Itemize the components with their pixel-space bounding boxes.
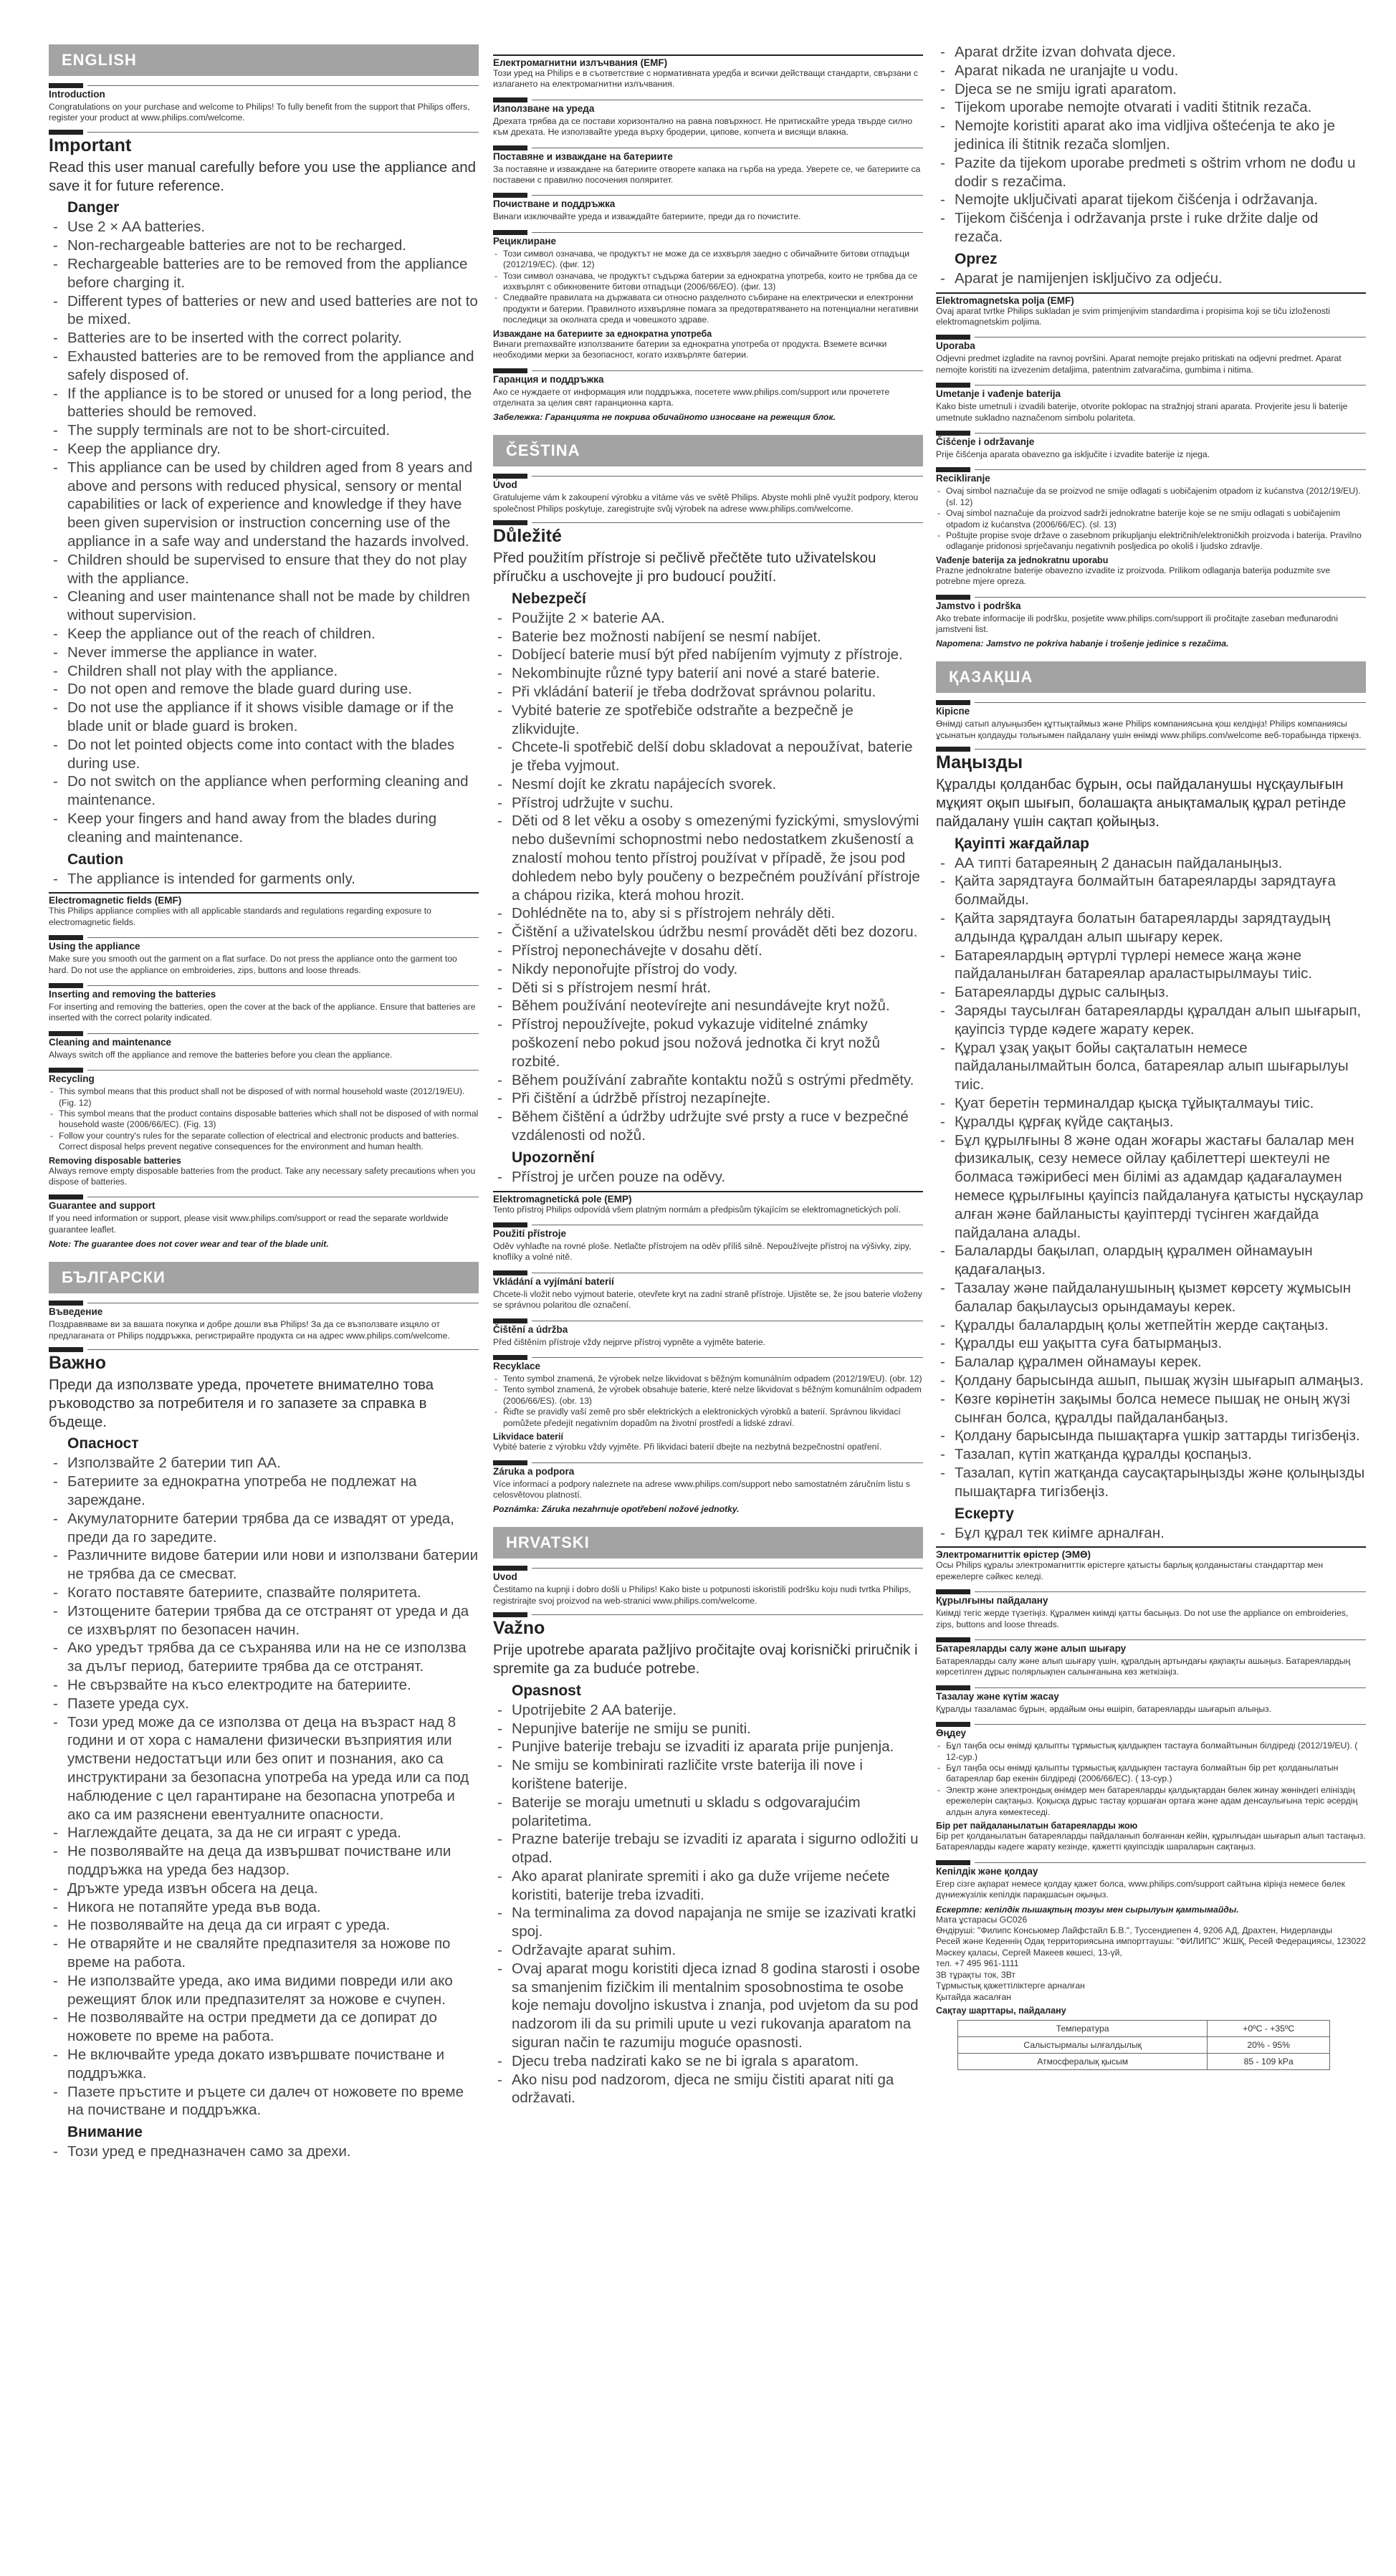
section-guarantee-hr: Jamstvo i podrška xyxy=(936,595,1366,611)
list-item: - Қолдану барысында пышақтарға үшкір заттарды тигізбеңіз. xyxy=(936,1427,1366,1445)
emf-title-kk: Электромагниттік өрістер (ЭМӨ) xyxy=(936,1546,1366,1560)
lang-header-croatian: HRVATSKI xyxy=(493,1527,923,1558)
list-item: - АА типті батареяның 2 данасын пайдаланыңыз. xyxy=(936,854,1366,873)
info-line: Мата ұстарасы GC026 xyxy=(936,1914,1028,1925)
remove-batteries-text-cs: Vybité baterie z výrobku vždy vyjměte. Při likvidaci baterií dbejte na nezbytná bezpečnostní opatření. xyxy=(493,1442,882,1452)
cleaning-text-bg: Винаги изключвайте уреда и изваждайте батериите, преди да го почистите. xyxy=(493,211,801,222)
list-item: - Během používání zabraňte kontaktu nožů s ostrými předměty. xyxy=(493,1071,923,1090)
list-item: - Батареяларды дұрыс салыңыз. xyxy=(936,983,1366,1002)
section-batteries-hr: Umetanje i vađenje baterija xyxy=(936,383,1366,399)
table-cell: Салыстырмалы ылғалдылық xyxy=(958,2036,1208,2053)
list-item: - Děti si s přístrojem nesmí hrát. xyxy=(493,979,923,997)
section-recycling-cs: Recyklace xyxy=(493,1355,923,1371)
section-using-cs: Použití přístroje xyxy=(493,1222,923,1239)
list-item: - Ако уредът трябва да се съхранява или на не се използва за дълъг период, батериите трябва да се отстранят. xyxy=(49,1639,479,1676)
list-item: - Poštujte propise svoje države o zasebnom prikupljanju električnih/elektroničkih proizvoda i baterija. Pravilno odlaganje pridonosi sprječavanju negativnih posljedica po okoliš i ljudsko zdravlje. xyxy=(936,530,1366,552)
list-item: - Děti od 8 let věku a osoby s omezenými fyzickými, smyslovými nebo duševními schopnostmi nebo nedostatkem zkušeností a znalostí mohou tento přístroj používat v případě, že jsou pod dohledem nebo byly poučeny o bezpečném používání přístroje a chápou rizika, která mohou hrozit. xyxy=(493,812,923,904)
section-using-en: Using the appliance xyxy=(49,935,479,952)
list-item: - Tento symbol znamená, že výrobek obsahuje baterie, které nelze likvidovat s běžným komunálním odpadem (2006/66/ES). (obr. 13) xyxy=(493,1384,923,1407)
list-item: - Құралды құрғақ күйде сақтаңыз. xyxy=(936,1113,1366,1131)
list-item: - Не позволявайте на остри предмети да се допират до ножовете по време на работа. xyxy=(49,2008,479,2046)
list-item: - Řiďte se pravidly vaší země pro sběr elektrických a elektronických výrobků a baterií. Správnou likvidací pomůžete předejít negativním dopadům na životní prostředí a lidské zdraví. xyxy=(493,1407,923,1429)
list-item: - Přístroj je určen pouze na oděvy. xyxy=(493,1168,923,1187)
list-item: - Балаларды бақылап, олардың құралмен ойнамауын қадағалаңыз. xyxy=(936,1242,1366,1279)
list-item: - Použijte 2 × baterie AA. xyxy=(493,609,923,628)
list-item: - Батериите за еднократна употреба не подлежат на зареждане. xyxy=(49,1473,479,1510)
note-kk: Ескертпе: кепілдік пышақтың тозуы мен сырылуын қамтымайды. xyxy=(936,1904,1239,1915)
recycling-list-bg xyxy=(493,249,923,326)
column-2 xyxy=(493,50,923,2107)
list-item: - Djeca se ne smiju igrati aparatom. xyxy=(936,80,1366,99)
list-item: - Қайта зарядтауға болмайтын батареяларды зарядтауға болмайды. xyxy=(936,872,1366,909)
list-item: - Dohlédněte na to, aby si s přístrojem nehrály děti. xyxy=(493,904,923,923)
remove-batteries-title-en: Removing disposable batteries xyxy=(49,1155,181,1166)
lang-header-english: ENGLISH xyxy=(49,44,479,76)
list-item: - Nepunjive baterije ne smiju se puniti. xyxy=(493,1720,923,1738)
section-batteries-kk: Батареяларды салу және алып шығару xyxy=(936,1637,1366,1654)
section-batteries-cs: Vkládání a vyjímání baterií xyxy=(493,1270,923,1287)
list-item: - Този уред може да се използва от деца на възраст над 8 години и от хора с намалени физически възприятия или умствени недостатъци или без опит и познания, ако са инструктирани за безопасна употреба на уреда или са под наблюдение с цел гарантиране на безопасна употреба и ако са им разяснени евентуалните опасности. xyxy=(49,1713,479,1824)
list-item: - Vybité baterie ze spotřebiče odstraňte a bezpečně je zlikvidujte. xyxy=(493,702,923,739)
list-item: - Punjive baterije trebaju se izvaditi iz aparata prije punjenja. xyxy=(493,1738,923,1756)
list-item: - Při vkládání baterií je třeba dodržovat správnou polaritu. xyxy=(493,683,923,702)
recycling-list-en xyxy=(49,1086,479,1152)
caution-list-hr xyxy=(936,269,1366,288)
emf-title-cs: Elektromagnetická pole (EMP) xyxy=(493,1191,923,1205)
using-text-kk: Киімді тегіс жерде түзетіңіз. Құралмен киімді қатты басыңыз. Do not use the appliance on embroideries, zips, buttons and loose threads. xyxy=(936,1608,1349,1629)
list-item: - Не свързвайте на късо електродите на батериите. xyxy=(49,1676,479,1695)
list-item: - Тазалау және пайдаланушының қызмет көрсету жұмысын балалар бақылаусыз орындамауы керек. xyxy=(936,1279,1366,1316)
important-text-hr: Prije upotrebe aparata pažljivo pročitajte ovaj korisnički priručnik i spremite ga za buduće potrebe. xyxy=(493,1642,918,1677)
note-cs: Poznámka: Záruka nezahrnuje opotřebení nožové jednotky. xyxy=(493,1504,740,1515)
list-item: - Пазете уреда сух. xyxy=(49,1695,479,1713)
table-cell: Атмосфералық қысым xyxy=(958,2053,1208,2069)
important-text-en: Read this user manual carefully before you use the appliance and save it for future reference. xyxy=(49,158,477,194)
list-item: - Никога не потапяйте уреда във вода. xyxy=(49,1898,479,1917)
list-item: - Keep your fingers and hand away from the blades during cleaning and maintenance. xyxy=(49,810,479,847)
list-item: - Тазалап, күтіп жатқанда құралды қоспаңыз. xyxy=(936,1445,1366,1464)
list-item: - Different types of batteries or new and used batteries are not to be mixed. xyxy=(49,292,479,330)
list-item: - Exhausted batteries are to be removed from the appliance and safely disposed of. xyxy=(49,348,479,385)
table-row xyxy=(958,2036,1330,2053)
caution-list-en xyxy=(49,870,479,889)
list-item: - Наглеждайте децата, за да не си играят с уреда. xyxy=(49,1824,479,1842)
danger-list-hr xyxy=(493,1701,923,2108)
list-item: - Този символ означава, че продуктът не може да се изхвърля заедно с обичайните битови отпадъци (2012/19/ЕС). (фиг. 12) xyxy=(493,249,923,271)
list-item: - Chcete-li spotřebič delší dobu skladovat a nepoužívat, baterie je třeba vyjmout. xyxy=(493,738,923,775)
list-item: - Non-rechargeable batteries are not to be recharged. xyxy=(49,236,479,255)
section-important-en: Important xyxy=(49,130,479,156)
batteries-text-bg: За поставяне и изваждане на батериите отворете капака на гърба на уреда. Уверете се, че батериите са поставени с правилно посочения поляритет. xyxy=(493,163,921,186)
column-1 xyxy=(49,44,479,2161)
table-row xyxy=(958,2020,1330,2036)
section-using-hr: Uporaba xyxy=(936,335,1366,351)
section-intro-hr: Uvod xyxy=(493,1566,923,1582)
danger-title-hr: Opasnost xyxy=(512,1682,581,1699)
danger-list-cs xyxy=(493,609,923,1145)
section-batteries-bg: Поставяне и изваждане на батериите xyxy=(493,145,923,162)
section-important-hr: Važno xyxy=(493,1612,923,1639)
cleaning-text-cs: Před čištěním přístroje vždy nejprve přístroj vypněte a vyjměte baterie. xyxy=(493,1336,766,1347)
list-item: - Přístroj neponechávejte v dosahu dětí. xyxy=(493,942,923,960)
list-item: - This symbol means that the product contains disposable batteries which shall not be disposed of with normal household waste (2006/66/EC). (Fig. 13) xyxy=(49,1109,479,1131)
list-item: - Baterie bez možnosti nabíjení se nesmí nabíjet. xyxy=(493,628,923,646)
list-item: - Batteries are to be inserted with the correct polarity. xyxy=(49,329,479,348)
list-item: - Use 2 × AA batteries. xyxy=(49,218,479,236)
list-item: - Během čištění a údržby udržujte své prsty a ruce v bezpečné vzdálenosti od nožů. xyxy=(493,1108,923,1145)
list-item: - Prazne baterije trebaju se izvaditi iz aparata i sigurno odložiti u otpad. xyxy=(493,1830,923,1867)
recycling-list-kk xyxy=(936,1741,1366,1818)
list-item: - Когато поставяте батериите, спазвайте поляритета. xyxy=(49,1584,479,1602)
caution-list-kk xyxy=(936,1524,1366,1543)
remove-batteries-title-cs: Likvidace baterií xyxy=(493,1432,563,1442)
section-using-kk: Құрылғыны пайдалану xyxy=(936,1589,1366,1606)
list-item: - Този символ означава, че продуктът съдържа батерии за еднократна употреба, които не трябва да се изхвърлят с обикновените битови отпадъци (2006/66/EO). (фиг. 13) xyxy=(493,271,923,293)
list-item: - Құралды балалардың қолы жетпейтін жерде сақтаңыз. xyxy=(936,1316,1366,1335)
list-item: - Přístroj nepoužívejte, pokud vykazuje viditelné známky poškození nebo pokud jsou nožová jednotka či kryt nožů rozbité. xyxy=(493,1015,923,1071)
list-item: - Заряды таусылған батареяларды құралдан алып шығарып, қауіпсіз түрде кәдеге жарату керек. xyxy=(936,1002,1366,1039)
list-item: - Құралды еш уақытта суға батырмаңыз. xyxy=(936,1334,1366,1353)
list-item: - Не използвайте уреда, ако има видими повреди или ако режещият блок или предпазителят за ножове е счупен. xyxy=(49,1972,479,2009)
danger-title-en: Danger xyxy=(67,199,120,216)
table-row xyxy=(958,2053,1330,2069)
list-item: - Baterije se moraju umetnuti u skladu s odgovarajućim polaritetima. xyxy=(493,1794,923,1831)
info-line: тел. +7 495 961-1111 xyxy=(936,1958,1019,1969)
section-intro-kk: Кіріспе xyxy=(936,700,1366,717)
list-item: - Cleaning and user maintenance shall not be made by children without supervision. xyxy=(49,588,479,625)
list-item: - Nemojte koristiti aparat ako ima vidljiva oštećenja te ako je jedinica ili štitnik rezača slomljen. xyxy=(936,117,1366,154)
list-item: - Пазете пръстите и ръцете си далеч от ножовете по време на почистване и поддръжка. xyxy=(49,2083,479,2120)
info-line: 3В тұрақты ток, 3Вт xyxy=(936,1969,1015,1980)
emf-text-hr: Ovaj aparat tvrtke Philips sukladan je svim primjenjivim standardima i propisima koji se tiču izloženosti elektromagnetskim poljima. xyxy=(936,305,1331,327)
list-item: - Не позволявайте на деца да си играят с уреда. xyxy=(49,1916,479,1935)
danger-title-kk: Қауіпті жағдайлар xyxy=(955,835,1089,852)
list-item: - Pazite da tijekom uporabe predmeti s oštrim vrhom ne dođu u dodir s rezačima. xyxy=(936,154,1366,191)
list-item: - Не включвайте уреда докато извършвате почистване и поддръжка. xyxy=(49,2046,479,2083)
note-bg: Забележка: Гаранцията не покрива обичайното износване на режещия блок. xyxy=(493,412,836,423)
emf-text-bg: Този уред на Philips е в съответствие с нормативната уредба и всички действащи стандарти, свързани с излагането на електромагнитни излъчвания. xyxy=(493,68,918,90)
list-item: - Бұл таңба осы өнімді қалыпты тұрмыстық қалдықпен тастауға болмайтын бір рет қолданылатын батареялар бар екенін білдіреді (2006/66/EC). ( 13-сур.) xyxy=(936,1763,1366,1785)
guarantee-text-cs: Více informací a podpory naleznete na adrese www.philips.com/support nebo samostatném záručním listu s celosvětovou platností. xyxy=(493,1478,910,1500)
cleaning-text-en: Always switch off the appliance and remove the batteries before you clean the appliance. xyxy=(49,1049,393,1060)
remove-batteries-title-hr: Vađenje baterija za jednokratnu uporabu xyxy=(936,555,1109,565)
lang-header-czech: ČEŠTINA xyxy=(493,435,923,466)
caution-title-kk: Ескерту xyxy=(955,1505,1014,1522)
section-using-bg: Използване на уреда xyxy=(493,97,923,114)
storage-title-kk: Сақтау шарттары, пайдалану xyxy=(936,2005,1066,2016)
list-item: - Upotrijebite 2 AA baterije. xyxy=(493,1701,923,1720)
table-cell: Температура xyxy=(958,2020,1208,2036)
list-item: - Do not open and remove the blade guard during use. xyxy=(49,680,479,699)
section-intro-en: Introduction xyxy=(49,83,479,100)
list-item: - Aparat držite izvan dohvata djece. xyxy=(936,43,1366,62)
info-line: Тұрмыстық қажеттіліктерге арналған xyxy=(936,1981,1085,1991)
section-guarantee-cs: Záruka a podpora xyxy=(493,1460,923,1477)
cleaning-text-kk: Құралды тазаламас бұрын, әрдайым оны өшіріп, батареяларды шығарып алыңыз. xyxy=(936,1703,1272,1714)
caution-list-cs xyxy=(493,1168,923,1187)
caution-title-bg: Внимание xyxy=(67,2124,143,2141)
lang-header-bulgarian: БЪЛГАРСКИ xyxy=(49,1262,479,1293)
danger-list-bg xyxy=(49,1454,479,2120)
list-item: - Батареялардың әртүрлі түрлері немесе жаңа және пайдаланылған батареялар араластырылмауы тиіс. xyxy=(936,947,1366,984)
list-item: - Do not use the appliance if it shows visible damage or if the blade unit or blade guard is broken. xyxy=(49,699,479,736)
list-item: - Ovaj simbol naznačuje da proizvod sadrži jednokratne baterije koje se ne smiju odlagati s uobičajenim otpadom iz kućanstva (2006/66/EC). (sl. 13) xyxy=(936,508,1366,530)
list-item: - Не отваряйте и не сваляйте предпазителя за ножове по време на работа. xyxy=(49,1935,479,1972)
batteries-text-en: For inserting and removing the batteries, open the cover at the back of the appliance. Ensure that batteries are inserted with the correct polarity indicated. xyxy=(49,1001,476,1023)
list-item: - Ne smiju se kombinirati različite vrste baterija ili nove i korištene baterije. xyxy=(493,1756,923,1794)
section-intro-bg: Въведение xyxy=(49,1301,479,1317)
cleaning-text-hr: Prije čišćenja aparata obavezno ga isključite i izvadite baterije iz njega. xyxy=(936,449,1210,459)
emf-text-cs: Tento přístroj Philips odpovídá všem platným normám a předpisům týkajícím se elektromagnetických polí. xyxy=(493,1204,901,1215)
table-cell: 20% - 95% xyxy=(1208,2036,1330,2053)
list-item: - Бұл құрал тек киімге арналған. xyxy=(936,1524,1366,1543)
list-item: - The appliance is intended for garments only. xyxy=(49,870,479,889)
caution-list-bg xyxy=(49,2142,479,2161)
list-item: - Aparat je namijenjen isključivo za odjeću. xyxy=(936,269,1366,288)
company-info-kk xyxy=(936,1915,1366,2003)
column-3 xyxy=(936,43,1366,2070)
list-item: - Қуат беретін терминалдар қысқа тұйықталмауы тиіс. xyxy=(936,1094,1366,1113)
section-intro-cs: Úvod xyxy=(493,474,923,490)
list-item: - Электр және электрондық өнімдер мен батареяларды қалдықтардан бөлек жинау жөніндегі елініздің ережелерін сақтаңыз. Қоқысқа дұрыс тастау қоршаған ортаға және адам денсаулығына теріс әсердің алдын алуға көмектеседі. xyxy=(936,1785,1366,1818)
list-item: - Čištění a uživatelskou údržbu nesmí provádět děti bez dozoru. xyxy=(493,923,923,942)
remove-batteries-text-bg: Винаги premaхвайте използваните батерии за еднократна употреба от продукта. Вземете всички необходими мерки за безопасност, когато изхвърляте батерии. xyxy=(493,338,887,360)
note-hr: Napomena: Jamstvo ne pokriva habanje i trošenje jedinice s rezačima. xyxy=(936,638,1229,649)
danger-list-kk xyxy=(936,854,1366,1501)
list-item: - Během používání neotevírejte ani nesundávejte kryt nožů. xyxy=(493,997,923,1015)
section-important-bg: Важно xyxy=(49,1347,479,1374)
remove-batteries-text-kk: Бір рет қолданылатын батареяларды пайдаланып болғаннан кейін, құрылғыдан шығарып алып тастаңыз. Батареяларды кәдеге жарату кезінде, қажетті қауіпсіздік шараларын сақтаңыз. xyxy=(936,1831,1366,1852)
list-item: - Aparat nikada ne uranjajte u vodu. xyxy=(936,62,1366,80)
list-item: - Ako aparat planirate spremiti i ako ga duže vrijeme nećete koristiti, baterije treba izvaditi. xyxy=(493,1867,923,1905)
section-recycling-hr: Recikliranje xyxy=(936,467,1366,484)
batteries-text-cs: Chcete-li vložit nebo vyjmout baterie, otevřete kryt na zadní straně přístroje. Ujistěte se, že jsou baterie vloženy se správnou polaritou dle označení. xyxy=(493,1288,922,1311)
list-item: - Djecu treba nadzirati kako se ne bi igrala s aparatom. xyxy=(493,2052,923,2071)
section-important-cs: Důležité xyxy=(493,520,923,547)
section-guarantee-bg: Гаранция и поддръжка xyxy=(493,368,923,385)
caution-title-cs: Upozornění xyxy=(512,1149,595,1166)
list-item: - Акумулаторните батерии трябва да се извадят от уреда, преди да го заредите. xyxy=(49,1510,479,1547)
list-item: - Keep the appliance dry. xyxy=(49,440,479,459)
remove-batteries-text-hr: Prazne jednokratne baterije obavezno izvadite iz proizvoda. Prilikom odlaganja baterija poduzmite sve potrebne mjere opreza. xyxy=(936,565,1331,587)
list-item: - Қолдану барысында ашып, пышақ жүзін шығарып алмаңыз. xyxy=(936,1371,1366,1390)
list-item: - This appliance can be used by children aged from 8 years and above and persons with reduced physical, sensory or mental capabilities or lack of experience and knowledge if they have been given supervision or instruction concerning use of the appliance in a safe way and understand the hazards involved. xyxy=(49,459,479,551)
list-item: - Children should be supervised to ensure that they do not play with the appliance. xyxy=(49,551,479,588)
important-text-kk: Құралды қолданбас бұрын, осы пайдаланушы нұсқаулығын мұқият оқып шығып, болашақта анықтамалық құрал ретінде пайдалану үшін сақтап қойыңыз. xyxy=(936,776,1347,830)
caution-title-en: Caution xyxy=(67,851,124,868)
info-line: Ресей және Кеденнің Одақ территориясына импорттаушы: "ФИЛИПС" ЖШҚ, Ресей Федерациясы, 123022 Мәскеу қаласы, Сергей Макеев көшесі, 13-үй, xyxy=(936,1936,1366,1958)
list-item: - Children shall not play with the appliance. xyxy=(49,662,479,681)
using-text-bg: Дрехата трябва да се постави хоризонтално на равна повърхност. Не притискайте уреда твърде силно към дрехата. Не използвайте уреда върху бродерии, ципове, копчета и висящи влакна. xyxy=(493,115,913,138)
list-item: - Nikdy neponořujte přístroj do vody. xyxy=(493,960,923,979)
info-line: Өндіруші: "Филипс Консьюмер Лайфстайл Б.В.", Туссендиепен 4, 9206 АД, Драхтен, Нидерланды xyxy=(936,1925,1333,1936)
section-guarantee-en: Guarantee and support xyxy=(49,1194,479,1211)
list-item: - Ako nisu pod nadzorom, djeca ne smiju čistiti aparat niti ga održavati. xyxy=(493,2071,923,2108)
list-item: - Көзге көрінетін зақымы болса немесе пышақ не оның жүзі сынған болса, құралды пайдаланбаңыз. xyxy=(936,1390,1366,1427)
list-item: - Следвайте правилата на държавата си относно разделното събиране на електрически и електронни продукти и батерии. Правилното изхвърляне помага за предотвратяването на потенциални негативни последици за околната среда и човешкото здраве. xyxy=(493,292,923,325)
list-item: - Při čištění a údržbě přístroj nezapínejte. xyxy=(493,1089,923,1108)
remove-batteries-title-kk: Бір рет пайдаланылатын батареяларды жою xyxy=(936,1821,1138,1832)
recycling-list-hr xyxy=(936,486,1366,552)
list-item: - Балалар құралмен ойнамауы керек. xyxy=(936,1353,1366,1371)
list-item: - Изтощените батерии трябва да се отстранят от уреда и да се изхвърлят по безопасен начин. xyxy=(49,1602,479,1639)
important-text-cs: Před použitím přístroje si pečlivě přečtěte tuto uživatelskou příručku a uschovejte ji pro budoucí použití. xyxy=(493,550,876,585)
section-recycling-en: Recycling xyxy=(49,1068,479,1084)
list-item: - Nesmí dojít ke zkratu napájecích svorek. xyxy=(493,775,923,794)
list-item: - Održavajte aparat suhim. xyxy=(493,1941,923,1960)
list-item: - Қайта зарядтауға болатын батареяларды зарядтаудың алдында құралдан алып шығару керек. xyxy=(936,909,1366,947)
danger-title-cs: Nebezpečí xyxy=(512,590,586,607)
list-item: - Follow your country's rules for the separate collection of electrical and electronic products and batteries. Correct disposal helps prevent negative consequences for the environment and human health. xyxy=(49,1131,479,1153)
using-text-en: Make sure you smooth out the garment on a flat surface. Do not press the appliance onto the garment too hard. Do not use the appliance on embroideries, zips, buttons and loose threads. xyxy=(49,954,457,975)
guarantee-text-bg: Ако се нуждаете от информация или поддръжка, посетете www.philips.com/support или прочетете отделната за целия свят гаранционна карта. xyxy=(493,386,890,408)
list-item: - Přístroj udržujte v suchu. xyxy=(493,794,923,813)
intro-text-kk: Өнімді сатып алуыңызбен құттықтаймыз және Philips компаниясына қош келдіңіз! Philips компаниясы ұсынатын қолдауды толығымен пайдалану үшін өнімді www.philips.com/welcome веб-торабында тіркеңіз. xyxy=(936,719,1362,740)
list-item: - Не позволявайте на деца да извършват почистване или поддръжка на уреда без надзор. xyxy=(49,1842,479,1880)
list-item: - Nemojte uključivati aparat tijekom čišćenja i održavanja. xyxy=(936,191,1366,209)
guarantee-text-hr: Ako trebate informacije ili podršku, posjetite www.philips.com/support ili pročitajte zaseban međunarodni jamstveni list. xyxy=(936,613,1338,635)
section-cleaning-kk: Тазалау және күтім жасау xyxy=(936,1685,1366,1702)
list-item: - Дръжте уреда извън обсега на деца. xyxy=(49,1880,479,1898)
emf-title-en: Electromagnetic fields (EMF) xyxy=(49,892,479,906)
lang-header-kazakh: ҚАЗАҚША xyxy=(936,661,1366,693)
section-cleaning-cs: Čištění a údržba xyxy=(493,1318,923,1335)
emf-title-bg: Електромагнитни излъчвания (EMF) xyxy=(493,54,923,68)
list-item: - Rechargeable batteries are to be removed from the appliance before charging it. xyxy=(49,255,479,292)
list-item: - Тазалап, күтіп жатқанда саусақтарыңызды және қолыңызды пышақтарға тигізбеңіз. xyxy=(936,1464,1366,1501)
emf-title-hr: Elektromagnetska polja (EMF) xyxy=(936,292,1366,306)
batteries-text-hr: Kako biste umetnuli i izvadili baterije, otvorite poklopac na stražnjoj strani aparata. Provjerite jesu li baterije umetnute sukladno naznačenom simbolu polariteta. xyxy=(936,401,1348,423)
list-item: - Използвайте 2 батерии тип АА. xyxy=(49,1454,479,1473)
emf-text-en: This Philips appliance complies with all applicable standards and regulations regarding exposure to electromagnetic fields. xyxy=(49,906,431,927)
section-important-kk: Маңызды xyxy=(936,747,1366,773)
list-item: - The supply terminals are not to be short-circuited. xyxy=(49,421,479,440)
list-item: - Tijekom čišćenja i održavanja prste i ruke držite dalje od rezača. xyxy=(936,209,1366,246)
section-cleaning-bg: Почистване и поддръжка xyxy=(493,193,923,209)
list-item: - Dobíjecí baterie musí být před nabíjením vyjmuty z přístroje. xyxy=(493,646,923,664)
list-item: - Tento symbol znamená, že výrobek nelze likvidovat s běžným komunálním odpadem (2012/19/EU). (obr. 12) xyxy=(493,1374,923,1384)
guarantee-text-kk: Егер сізге ақпарат немесе қолдау қажет болса, www.philips.com/support сайтына кіріңіз немесе бөлек дүниежүзілік кепілдік парақшасын оқыңыз. xyxy=(936,1878,1345,1900)
intro-text-bg: Поздравяваме ви за вашата покупка и добре дошли във Philips! За да се възползвате изцяло от предлаганата от Philips поддръжка, регистрирайте продукта си на адрес www.philips.com/welcome. xyxy=(49,1319,450,1341)
list-item: - Na terminalima za dovod napajanja ne smije se izazivati kratki spoj. xyxy=(493,1904,923,1941)
important-text-bg: Преди да използвате уреда, прочетете внимателно това ръководство за потребителя и го запазете за справка в бъдеще. xyxy=(49,1376,434,1430)
remove-batteries-title-bg: Изваждане на батериите за еднократна употреба xyxy=(493,328,712,339)
list-item: - Never immerse the appliance in water. xyxy=(49,643,479,662)
table-cell: +0ºC - +35ºC xyxy=(1208,2020,1330,2036)
list-item: - Құрал ұзақ уақыт бойы сақталатын немесе пайдаланылмайтын болса, батареялар алып шығарылуы тиіс. xyxy=(936,1039,1366,1094)
batteries-text-kk: Батареяларды салу және алып шығару үшін, құралдың артындағы қақпақты ашыңыз. Батареялардың көрсетілген дұрыс полярлықпен салынғанына көз жеткізіңіз. xyxy=(936,1655,1351,1677)
danger-title-bg: Опасност xyxy=(67,1435,139,1452)
info-line: Қытайда жасалған xyxy=(936,1991,1012,2002)
list-item: - This symbol means that this product shall not be disposed of with normal household waste (2012/19/EU). (Fig. 12) xyxy=(49,1086,479,1109)
emf-text-kk: Осы Philips құралы электромагниттік өрістерге қатысты барлық қолданыстағы стандарттар мен ережелерге сәйкес келеді. xyxy=(936,1560,1324,1581)
list-item: - Този уред е предназначен само за дрехи. xyxy=(49,2142,479,2161)
list-item: - Бұл құрылғыны 8 және одан жоғары жастағы балалар мен физикалық, сезу немесе ойлау қабілеттері шектеулі не болмаса тәжірибесі мен білімі аз адамдар қадағалаумен немесе құрылғыны қауіпсіз пайдалануға қатысты нұсқаулар алған және байланысты қауіптерді түсінген жағдайда пайдалана алады. xyxy=(936,1131,1366,1242)
intro-text-en: Congratulations on your purchase and welcome to Philips! To fully benefit from the support that Philips offers, register your product at www.philips.com/welcome. xyxy=(49,102,470,123)
list-item: - Do not switch on the appliance when performing cleaning and maintenance. xyxy=(49,772,479,810)
recycling-list-cs xyxy=(493,1374,923,1429)
caution-title-hr: Oprez xyxy=(955,250,998,267)
list-item: - Бұл таңба осы өнімді қалыпты тұрмыстық қалдықпен тастауға болмайтынын білдіреді (2012/19/EU). ( 12-сур.) xyxy=(936,1741,1366,1763)
section-cleaning-hr: Čišćenje i održavanje xyxy=(936,431,1366,447)
list-item: - Keep the appliance out of the reach of children. xyxy=(49,625,479,643)
storage-conditions-table xyxy=(957,2020,1330,2070)
section-batteries-en: Inserting and removing the batteries xyxy=(49,983,479,1000)
using-text-cs: Oděv vyhlaďte na rovné ploše. Netlačte přístrojem na oděv příliš silně. Nepoužívejte přístroj na výšivky, zipy, knoflíky a volné nitě. xyxy=(493,1241,912,1263)
list-item: - Различните видове батерии или нови и използвани батерии не трябва да се смесват. xyxy=(49,1546,479,1584)
remove-batteries-text-en: Always remove empty disposable batteries from the product. Take any necessary safety precautions when you dispose of batteries. xyxy=(49,1165,476,1187)
list-item: - Ovaj aparat mogu koristiti djeca iznad 8 godina starosti i osobe sa smanjenim fizičkim ili mentalnim sposobnostima te osobe koje nemaju dovoljno iskustva i znanja, pod uvjetom da su pod nadzorom ili da su primili upute u vezi rukovanja aparatom na siguran način te razumiju moguće opasnosti. xyxy=(493,1960,923,2052)
danger-list-en xyxy=(49,218,479,846)
list-item: - Ovaj simbol naznačuje da se proizvod ne smije odlagati s uobičajenim otpadom iz kućanstva (2012/19/EU). (sl. 12) xyxy=(936,486,1366,508)
list-item: - Tijekom uporabe nemojte otvarati i vaditi štitnik rezača. xyxy=(936,98,1366,117)
list-item: - Do not let pointed objects come into contact with the blades during use. xyxy=(49,736,479,773)
intro-text-cs: Gratulujeme vám k zakoupení výrobku a vítáme vás ve světě Philips. Abyste mohli plně využít podpory, kterou společnost Philips poskytuje, zaregistrujte svůj výrobek na adrese www.philips.com/welcome. xyxy=(493,492,919,514)
guarantee-text-en: If you need information or support, please visit www.philips.com/support or read the separate worldwide guarantee leaflet. xyxy=(49,1213,449,1235)
note-en: Note: The guarantee does not cover wear and tear of the blade unit. xyxy=(49,1239,329,1250)
section-recycling-kk: Өңдеу xyxy=(936,1722,1366,1738)
intro-text-hr: Čestitamo na kupnji i dobro došli u Philips! Kako biste u potpunosti iskoristili podršku koju nudi tvrtka Philips, registrirajte svoj proizvod na web-stranici www.philips.com/welcome. xyxy=(493,1584,912,1606)
section-guarantee-kk: Кепілдік және қолдау xyxy=(936,1860,1366,1877)
table-cell: 85 - 109 kPa xyxy=(1208,2053,1330,2069)
using-text-hr: Odjevni predmet izgladite na ravnoj površini. Aparat nemojte prejako pritiskati na odjevni predmet. Aparat nemojte koristiti na izvezenim detaljima, patentnim zatvaračima, gumbima i nitima. xyxy=(936,353,1342,375)
section-recycling-bg: Рециклиране xyxy=(493,230,923,246)
section-cleaning-en: Cleaning and maintenance xyxy=(49,1031,479,1048)
list-item: - Nekombinujte různé typy baterií ani nové a staré baterie. xyxy=(493,664,923,683)
danger-list-hr-continued xyxy=(936,43,1366,246)
list-item: - If the appliance is to be stored or unused for a long period, the batteries should be removed. xyxy=(49,385,479,422)
